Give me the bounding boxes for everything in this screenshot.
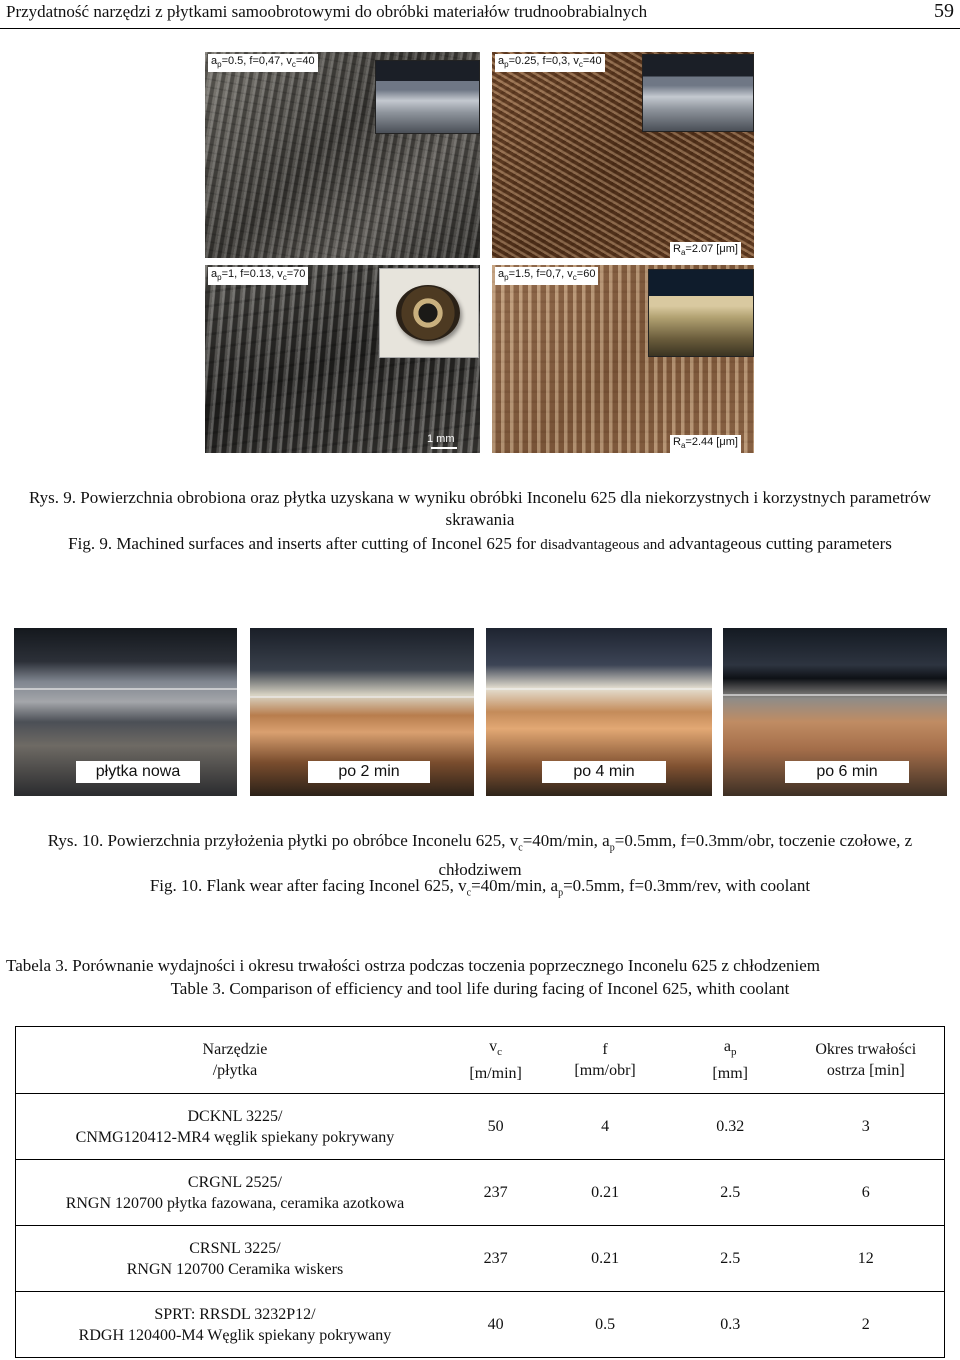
micrograph-top-left	[205, 52, 480, 258]
wear-label: płytka nowa	[76, 761, 200, 783]
edge-inset-image	[648, 269, 754, 357]
figure-9-caption-pl: Rys. 9. Powierzchnia obrobiona oraz płytka uzyskana w wyniku obróbki Inconelu 625 dla niekorzystnych i korzystnych parametrów skrawania	[29, 488, 931, 529]
running-title: Przydatność narzędzi z płytkami samoobrotowymi do obróbki materiałów trudnoobrabialnych	[6, 2, 648, 21]
wear-image-2min	[250, 628, 474, 796]
table-row	[16, 1160, 945, 1226]
panel-label: $a_p=0.25$, f=0,3, $v_c=40$	[495, 54, 605, 72]
cell-f: 0.21	[537, 1226, 673, 1292]
table-row	[16, 1226, 945, 1292]
cell-vc: 237	[454, 1226, 537, 1292]
table-row	[16, 1292, 945, 1358]
roughness-label: $R_a=2.44$ [μm]	[670, 435, 741, 453]
header-f: f [mm/obr]	[537, 1027, 673, 1094]
header-vc: $v_c$ [m/min]	[454, 1027, 537, 1094]
panel-label: $a_p=1.5$, f=0,7, $v_c=60$	[495, 267, 598, 285]
figure-10-caption-en: Fig. 10. Flank wear after facing Inconel 625, $v_c=40m/\min$, $a_p=0.5mm$, f=0.3mm/rev, with coolant	[149, 876, 811, 899]
cell-vc: 40	[454, 1292, 537, 1358]
cell-f: 4	[537, 1094, 673, 1160]
cell-ap: 0.3	[673, 1292, 788, 1358]
scale-bar	[431, 447, 457, 449]
figure-9-caption-en: Fig. 9. Machined surfaces and inserts after cutting of Inconel 625 for disadvantageous and advantageous cutting parameters	[68, 534, 892, 553]
edge-inset-image	[375, 60, 480, 134]
roughness-label: $R_a=2.07$ [μm]	[670, 242, 741, 258]
cell-ap: 2.5	[673, 1160, 788, 1226]
insert-photo	[379, 268, 479, 358]
panel-label: $a_p=1$, f=0.13, $v_c=70$	[208, 267, 308, 285]
wear-label: po 6 min	[785, 761, 909, 783]
cell-tool-life: 3	[788, 1094, 945, 1160]
cell-tool-life: 6	[788, 1160, 945, 1226]
wear-image-6min	[723, 628, 947, 796]
table-3-title-en: Table 3. Comparison of efficiency and tool life during facing of Inconel 625, whith coolant	[170, 979, 790, 998]
page-number: 59	[934, 0, 954, 22]
cell-ap: 2.5	[673, 1226, 788, 1292]
running-header	[0, 0, 960, 29]
panel-label: $a_p=0.5$, f=0,47, $v_c=40$	[208, 54, 318, 72]
cell-tool-life: 12	[788, 1226, 945, 1292]
round-insert-image	[396, 285, 460, 341]
cell-f: 0.21	[537, 1160, 673, 1226]
table-3-title-pl: Tabela 3. Porównanie wydajności i okresu trwałości ostrza podczas toczenia poprzecznego Inconelu 625 z chłodzeniem	[6, 956, 821, 975]
cell-tool: SPRT: RRSDL 3232P12/ RDGH 120400-M4 Węglik spiekany pokrywany	[16, 1292, 454, 1358]
header-tool: Narzędzie /płytka	[16, 1027, 454, 1094]
figure-10-caption-pl: Rys. 10. Powierzchnia przyłożenia płytki po obróbce Inconelu 625, $v_c=40m/\min$, $a_p=0.5mm$, f=0.3mm/obr, toczenie czołowe, z chłodziwem	[47, 831, 913, 880]
micrograph-bottom-left	[205, 265, 480, 453]
table-header-row	[16, 1027, 945, 1094]
micrograph-top-right	[492, 52, 754, 258]
cell-ap: 0.32	[673, 1094, 788, 1160]
cell-tool: CRSNL 3225/ RNGN 120700 Ceramika wiskers	[16, 1226, 454, 1292]
micrograph-bottom-right	[492, 265, 754, 453]
table-3	[15, 1026, 945, 1358]
cell-tool: DCKNL 3225/ CNMG120412-MR4 węglik spiekany pokrywany	[16, 1094, 454, 1160]
cell-vc: 50	[454, 1094, 537, 1160]
cell-f: 0.5	[537, 1292, 673, 1358]
table-row	[16, 1094, 945, 1160]
cell-vc: 237	[454, 1160, 537, 1226]
header-ap: $a_p$ [mm]	[673, 1027, 788, 1094]
edge-inset-image	[642, 54, 754, 132]
scale-label: 1 mm	[427, 433, 455, 445]
wear-image-new	[14, 628, 237, 796]
wear-label: po 4 min	[542, 761, 666, 783]
wear-label: po 2 min	[308, 761, 430, 783]
wear-image-4min	[486, 628, 712, 796]
cell-tool: CRGNL 2525/ RNGN 120700 płytka fazowana, ceramika azotkowa	[16, 1160, 454, 1226]
header-tool-life: Okres trwałości ostrza [min]	[788, 1027, 945, 1094]
cell-tool-life: 2	[788, 1292, 945, 1358]
